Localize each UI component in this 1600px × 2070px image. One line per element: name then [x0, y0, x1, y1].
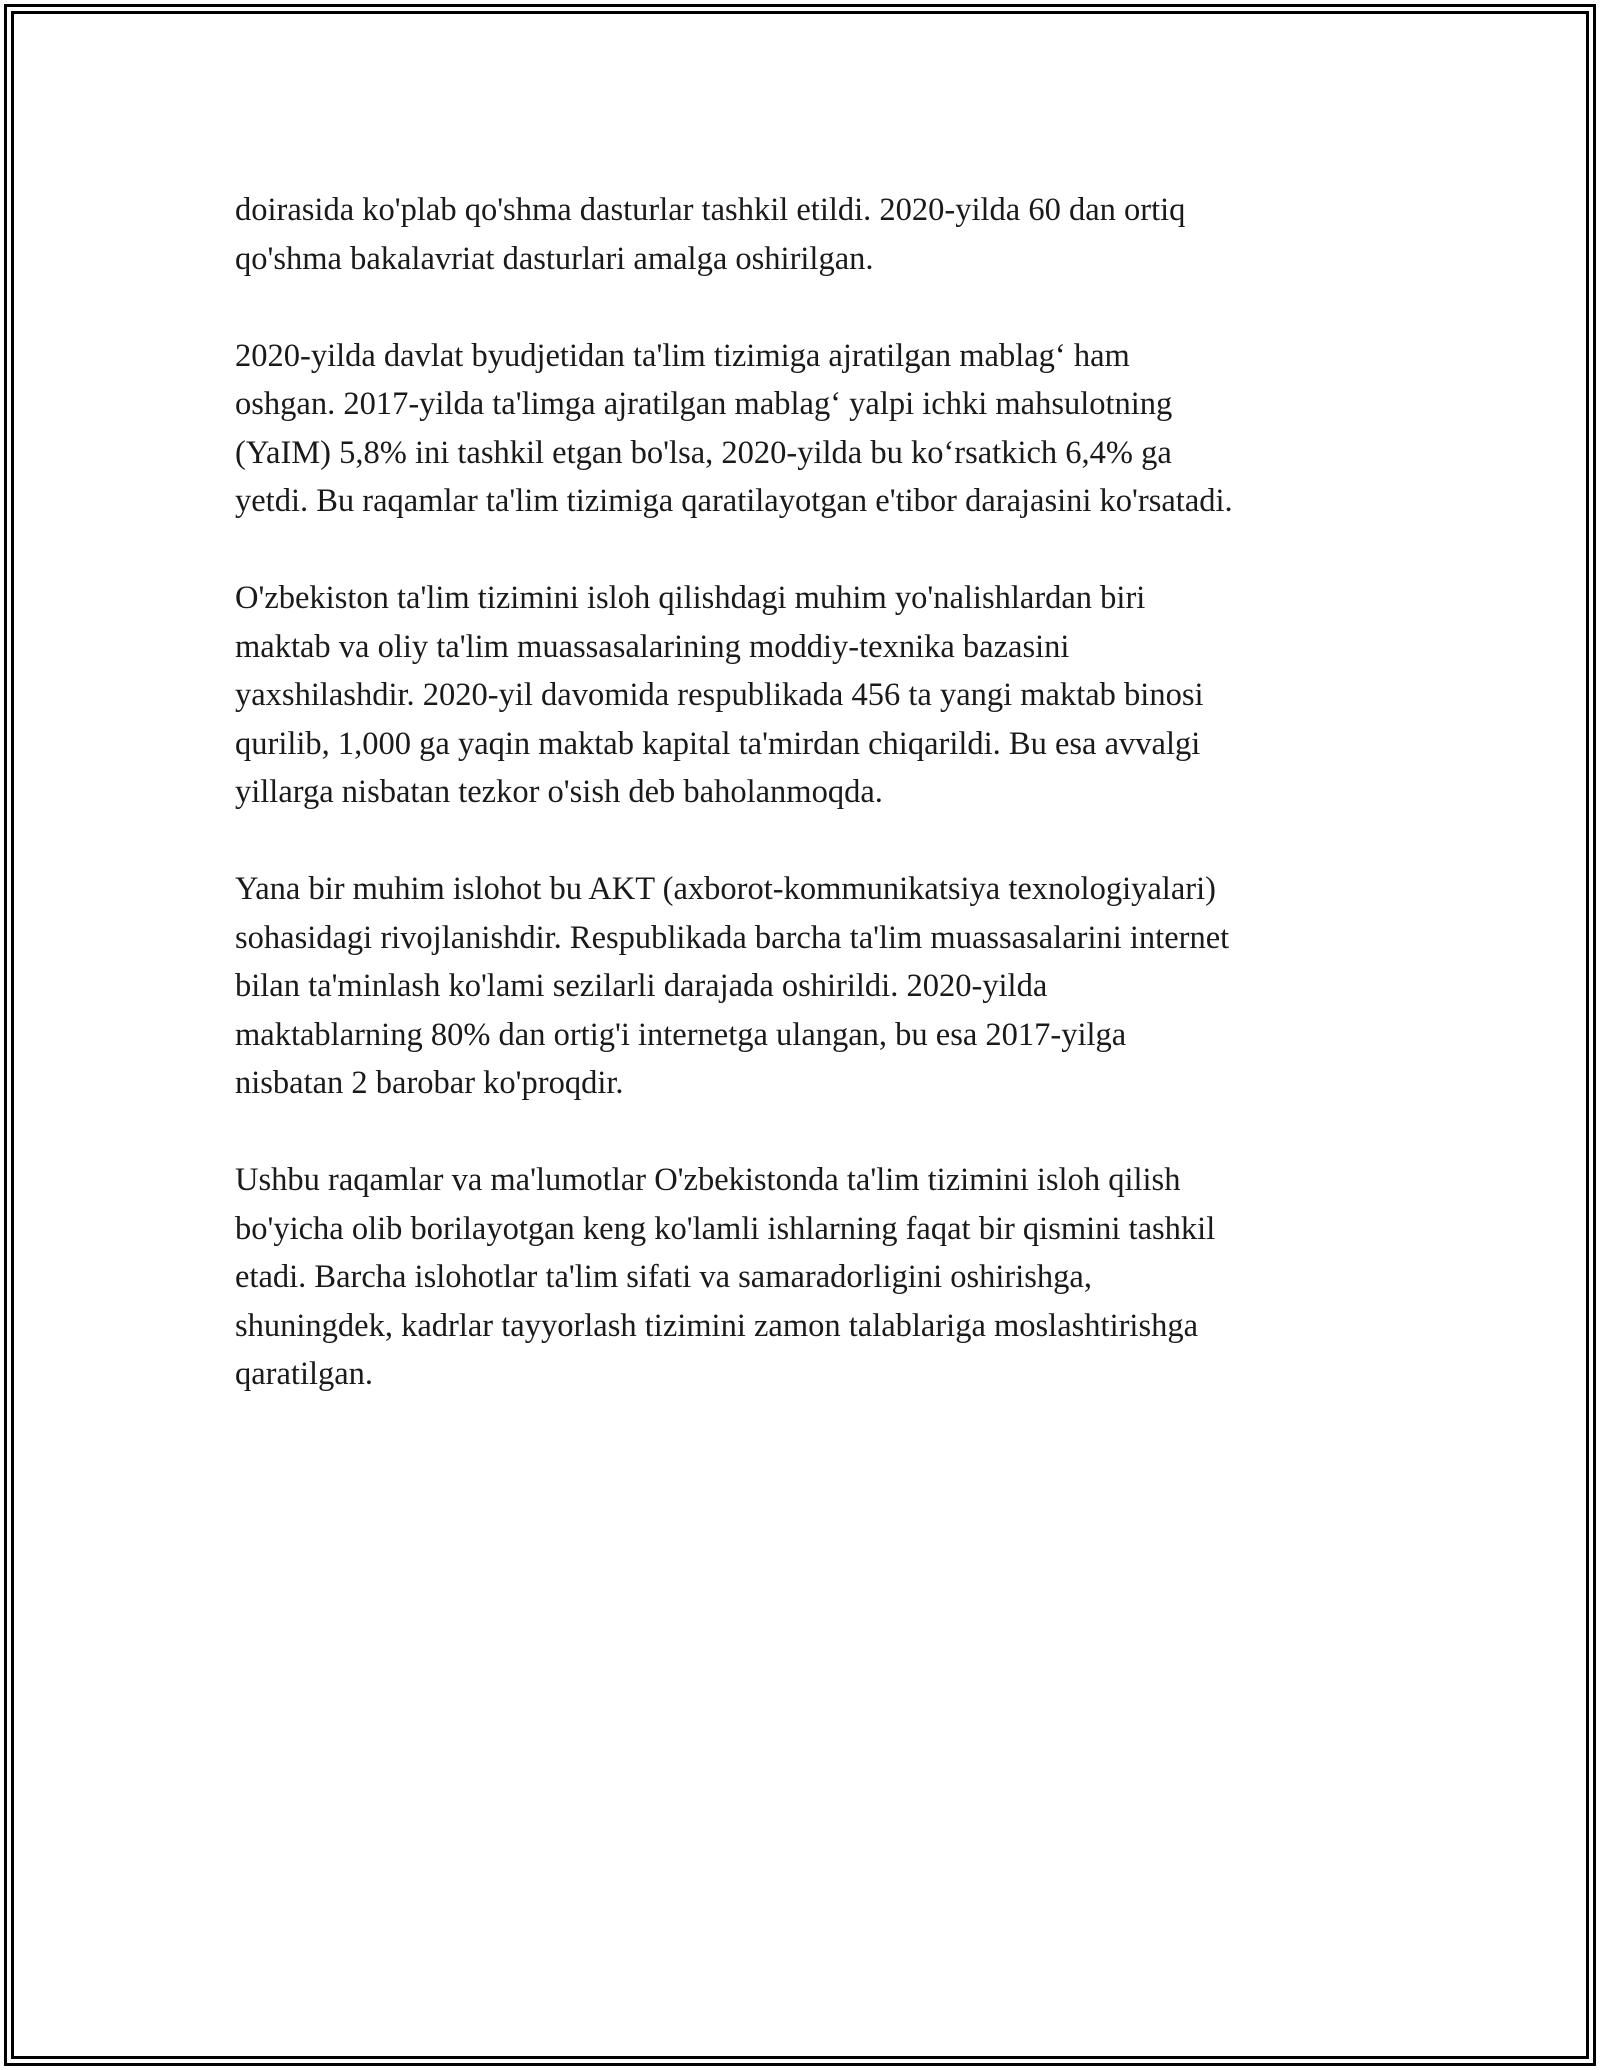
paragraph-1	[235, 186, 1365, 283]
text-line: Ushbu raqamlar va ma'lumotlar O'zbekistonda ta'lim tizimini isloh qilish	[235, 1162, 1181, 1198]
text-line: Yana bir muhim islohot bu AKT (axborot-kommunikatsiya texnologiyalari)	[235, 871, 1216, 907]
text-line: 2020-yilda davlat byudjetidan ta'lim tizimiga ajratilgan mablag‘ ham	[235, 337, 1130, 374]
text-line: yetdi. Bu raqamlar ta'lim tizimiga qaratilayotgan e'tibor darajasini ko'rsatadi.	[235, 483, 1233, 519]
text-line: qaratilgan.	[235, 1356, 374, 1392]
paragraph-2	[235, 332, 1365, 526]
text-line: sohasidagi rivojlanishdir. Respublikada barcha ta'lim muassasalarini internet	[235, 919, 1230, 956]
text-line: maktablarning 80% dan ortig'i internetga ulangan, bu esa 2017-yilga	[235, 1016, 1127, 1053]
paragraph-4	[235, 865, 1365, 1108]
paragraph-5	[235, 1156, 1365, 1399]
document-body	[235, 186, 1365, 1447]
text-line: oshgan. 2017-yilda ta'limga ajratilgan mablag‘ yalpi ichki mahsulotning	[235, 386, 1173, 422]
text-line: nisbatan 2 barobar ko'proqdir.	[235, 1065, 624, 1101]
text-line: doirasida ko'plab qo'shma dasturlar tashkil etildi. 2020-yilda 60 dan ortiq	[235, 192, 1186, 228]
text-line: shuningdek, kadrlar tayyorlash tizimini zamon talablariga moslashtirishga	[235, 1307, 1199, 1344]
text-line: O'zbekiston ta'lim tizimini isloh qilishdagi muhim yo'nalishlardan biri	[235, 580, 1146, 616]
text-line: bo'yicha olib borilayotgan keng ko'lamli ishlarning faqat bir qismini tashkil	[235, 1210, 1216, 1247]
text-line: bilan ta'minlash ko'lami sezilarli darajada oshirildi. 2020-yilda	[235, 968, 1048, 1004]
text-line: yillarga nisbatan tezkor o'sish deb baholanmoqda.	[235, 774, 883, 810]
text-line: maktab va oliy ta'lim muassasalarining moddiy-texnika bazasini	[235, 628, 1070, 665]
text-line: qo'shma bakalavriat dasturlari amalga oshirilgan.	[235, 240, 874, 277]
text-line: etadi. Barcha islohotlar ta'lim sifati va samaradorligini oshirishga,	[235, 1259, 1092, 1295]
paragraph-3	[235, 574, 1365, 817]
text-line: yaxshilashdir. 2020-yil davomida respublikada 456 ta yangi maktab binosi	[235, 677, 1204, 713]
text-line: qurilib, 1,000 ga yaqin maktab kapital ta'mirdan chiqarildi. Bu esa avvalgi	[235, 725, 1201, 762]
text-line: (YaIM) 5,8% ini tashkil etgan bo'lsa, 2020-yilda bu ko‘rsatkich 6,4% ga	[235, 434, 1172, 471]
